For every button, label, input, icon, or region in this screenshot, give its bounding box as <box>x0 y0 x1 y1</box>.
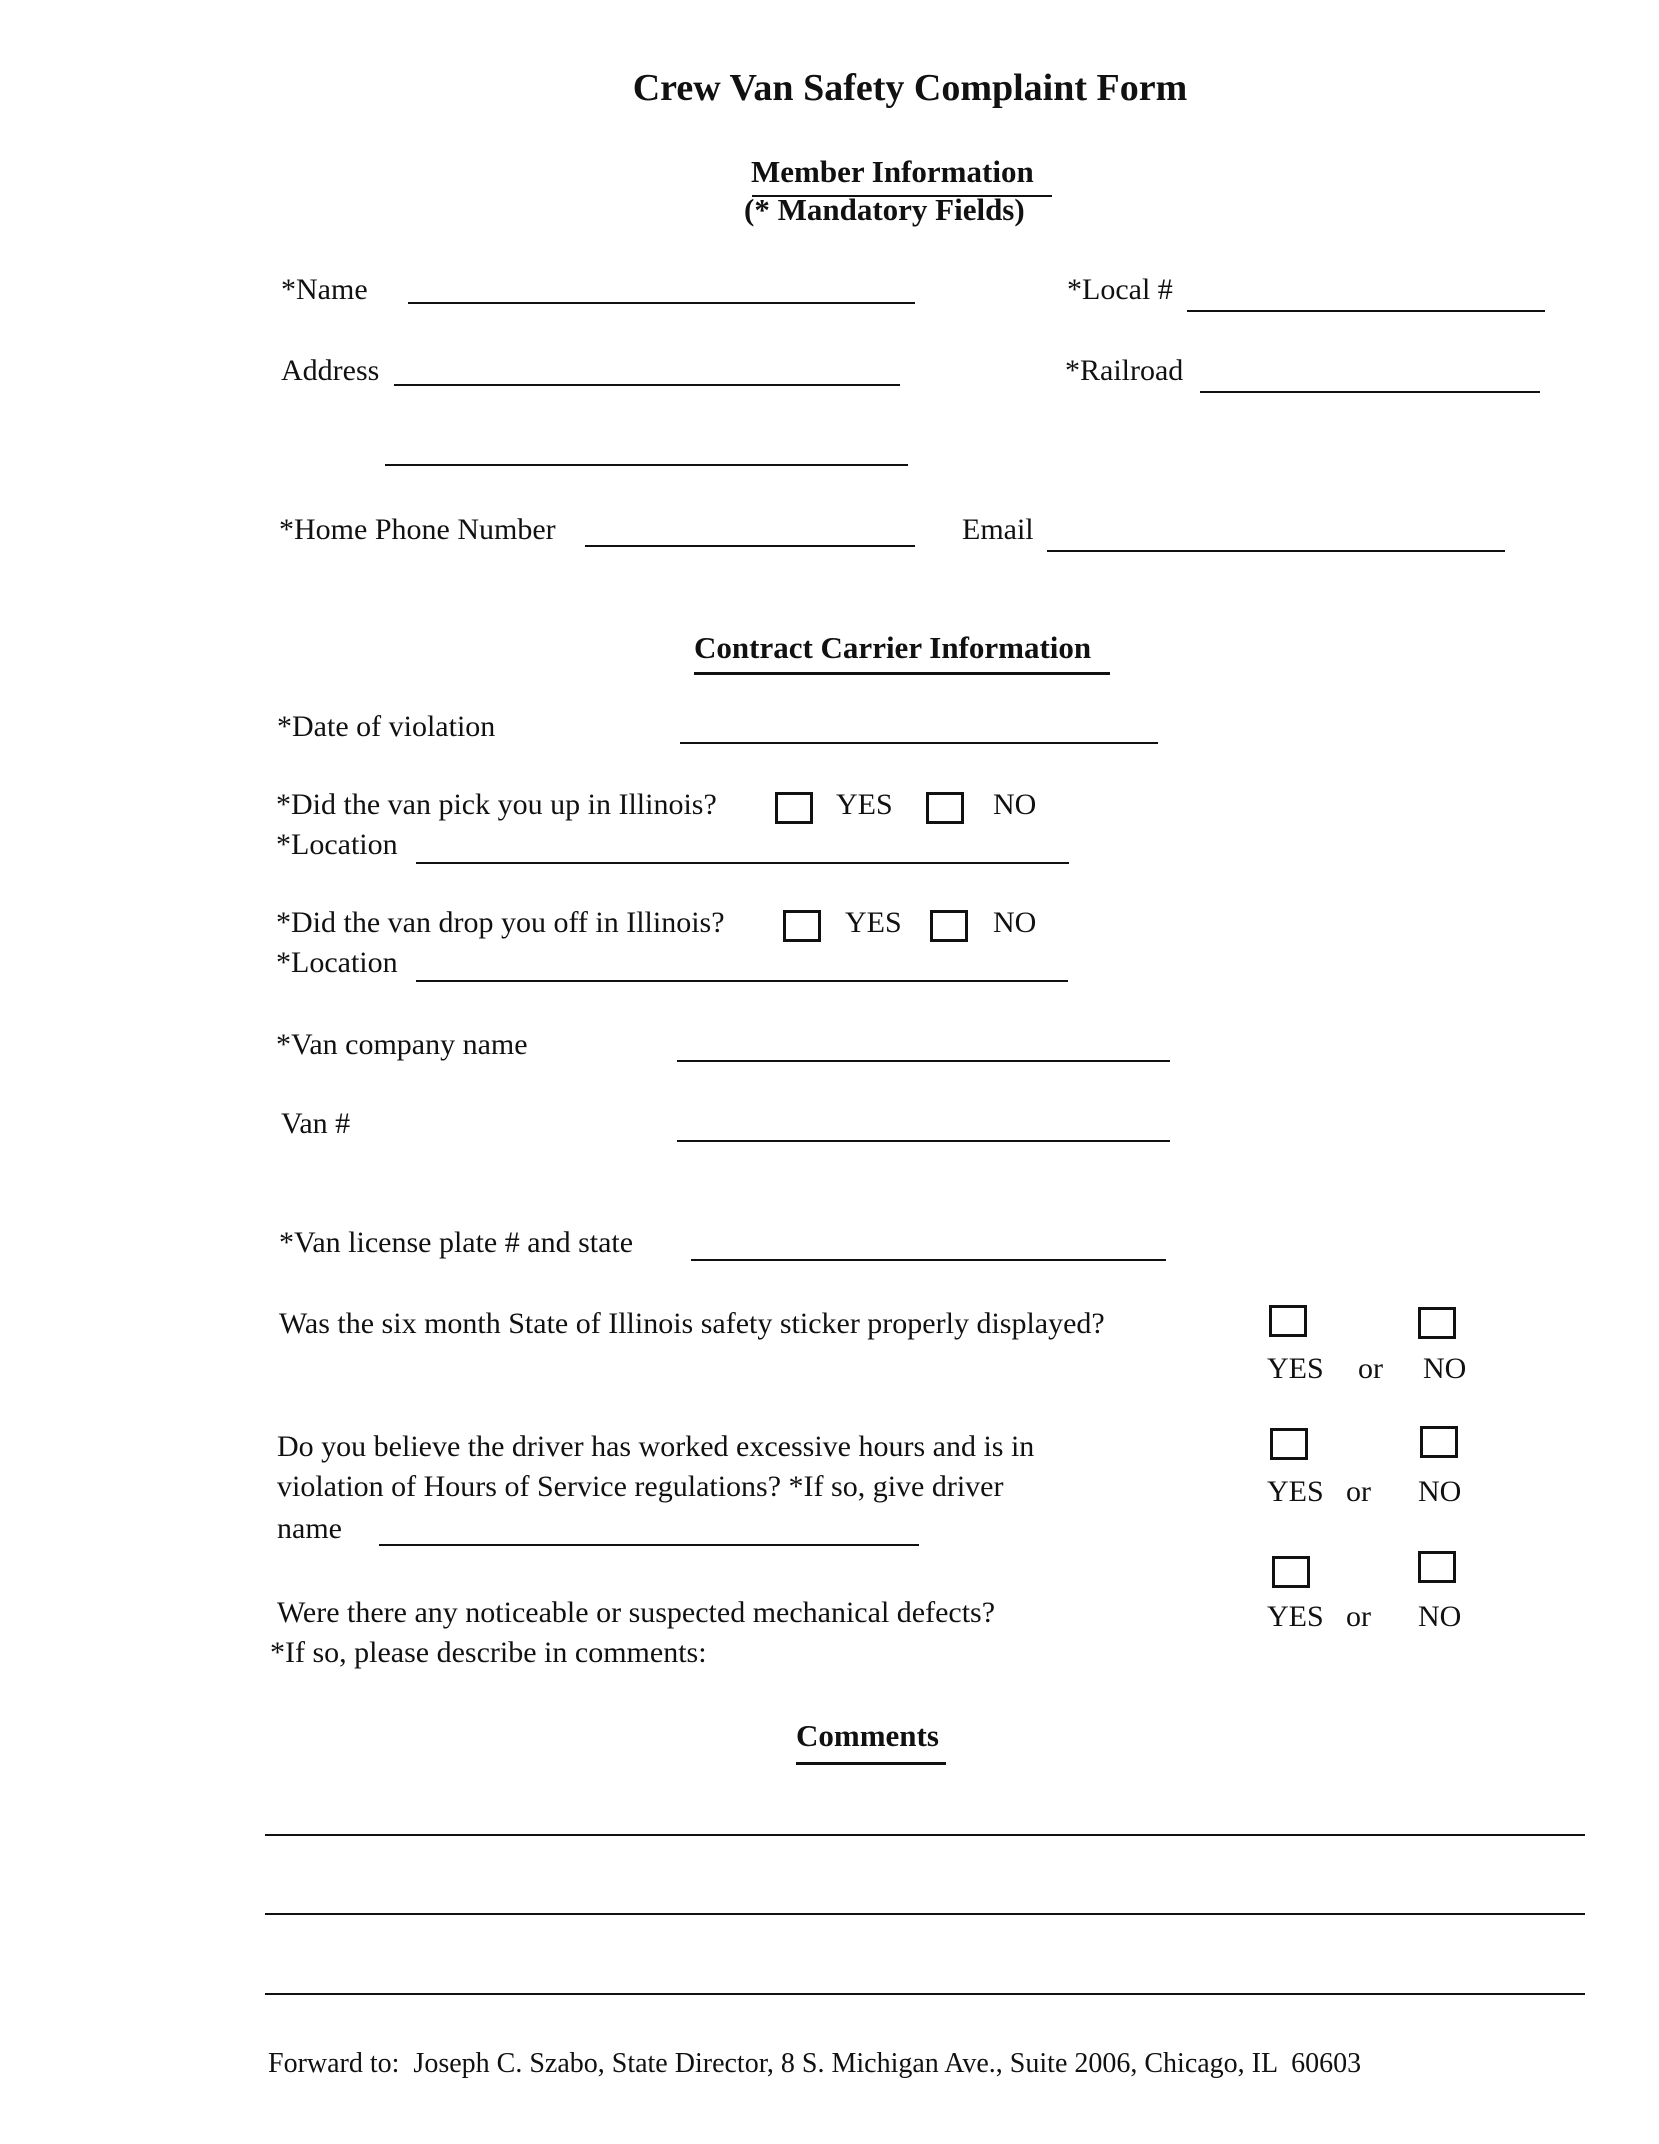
defects-no-label: NO <box>1418 1600 1462 1633</box>
pickup-location-label: *Location <box>276 828 398 861</box>
address-line <box>394 384 900 386</box>
defects-no-checkbox[interactable] <box>1418 1551 1456 1583</box>
driver-name-input[interactable] <box>381 1510 922 1542</box>
hours-question-line2: violation of Hours of Service regulations? *If so, give driver <box>277 1470 1004 1503</box>
license-plate-label: *Van license plate # and state <box>279 1226 634 1259</box>
van-company-label: *Van company name <box>276 1028 528 1061</box>
comments-heading: Comments <box>796 1718 939 1753</box>
dropoff-question: *Did the van drop you off in Illinois? <box>276 906 725 939</box>
home-phone-label: *Home Phone Number <box>279 513 556 546</box>
comment-line-1-input[interactable] <box>268 1800 1586 1832</box>
address-line2 <box>385 464 908 466</box>
railroad-line <box>1200 391 1540 393</box>
home-phone-input[interactable] <box>587 510 918 542</box>
license-plate-line <box>691 1259 1166 1261</box>
comment-line-3 <box>265 1993 1585 1995</box>
van-company-input[interactable] <box>679 1026 1173 1058</box>
hours-or-label: or <box>1346 1475 1371 1508</box>
defects-question-line2: *If so, please describe in comments: <box>270 1636 707 1669</box>
pickup-question: *Did the van pick you up in Illinois? <box>276 788 717 821</box>
local-number-line <box>1187 310 1545 312</box>
dropoff-location-line <box>416 980 1068 982</box>
local-number-label: *Local # <box>1067 273 1173 306</box>
van-number-label: Van # <box>281 1107 351 1140</box>
comments-heading-underline <box>796 1762 946 1765</box>
pickup-yes-label: YES <box>836 788 893 821</box>
hours-no-label: NO <box>1418 1475 1462 1508</box>
dropoff-no-label: NO <box>993 906 1037 939</box>
carrier-info-heading: Contract Carrier Information <box>694 630 1092 665</box>
name-line <box>408 302 915 304</box>
license-plate-input[interactable] <box>693 1225 1169 1257</box>
address-input[interactable] <box>396 350 904 382</box>
sticker-no-checkbox[interactable] <box>1418 1307 1456 1339</box>
member-info-heading: Member Information <box>751 154 1034 189</box>
carrier-heading-underline <box>694 672 1110 675</box>
pickup-no-label: NO <box>993 788 1037 821</box>
driver-name-label: name <box>277 1512 342 1545</box>
local-number-input[interactable] <box>1189 275 1548 307</box>
railroad-input[interactable] <box>1202 355 1544 387</box>
sticker-yes-checkbox[interactable] <box>1269 1305 1307 1337</box>
pickup-yes-checkbox[interactable] <box>775 792 813 824</box>
defects-yes-label: YES <box>1267 1600 1324 1633</box>
form-title: Crew Van Safety Complaint Form <box>632 67 1188 109</box>
hours-yes-label: YES <box>1267 1475 1324 1508</box>
van-number-line <box>677 1140 1170 1142</box>
comment-line-3-input[interactable] <box>268 1960 1586 1992</box>
driver-name-line <box>379 1544 919 1546</box>
sticker-no-label: NO <box>1423 1352 1467 1385</box>
sticker-question: Was the six month State of Illinois safety sticker properly displayed? <box>279 1307 1105 1340</box>
email-label: Email <box>962 513 1034 546</box>
comment-line-1 <box>265 1834 1585 1836</box>
date-of-violation-label: *Date of violation <box>277 710 496 743</box>
van-company-line <box>677 1060 1170 1062</box>
pickup-no-checkbox[interactable] <box>926 792 964 824</box>
dropoff-no-checkbox[interactable] <box>930 910 968 942</box>
comment-line-2 <box>265 1913 1585 1915</box>
sticker-or-label: or <box>1358 1352 1383 1385</box>
dropoff-yes-label: YES <box>845 906 902 939</box>
van-number-input[interactable] <box>679 1106 1173 1138</box>
email-line <box>1047 550 1505 552</box>
dropoff-location-label: *Location <box>276 946 398 979</box>
home-phone-line <box>585 545 915 547</box>
pickup-location-input[interactable] <box>418 828 1072 860</box>
address-label: Address <box>281 354 380 387</box>
date-of-violation-line <box>680 742 1158 744</box>
dropoff-yes-checkbox[interactable] <box>783 910 821 942</box>
defects-yes-checkbox[interactable] <box>1272 1556 1310 1588</box>
address-line2-input[interactable] <box>387 430 911 462</box>
defects-or-label: or <box>1346 1600 1371 1633</box>
hours-yes-checkbox[interactable] <box>1270 1428 1308 1460</box>
mandatory-fields-note: (* Mandatory Fields) <box>744 192 1025 227</box>
hours-no-checkbox[interactable] <box>1420 1426 1458 1458</box>
name-input[interactable] <box>410 270 919 302</box>
sticker-yes-label: YES <box>1267 1352 1324 1385</box>
dropoff-location-input[interactable] <box>418 946 1072 978</box>
date-of-violation-input[interactable] <box>682 708 1161 740</box>
railroad-label: *Railroad <box>1065 354 1184 387</box>
hours-question-line1: Do you believe the driver has worked excessive hours and is in <box>277 1430 1035 1463</box>
name-label: *Name <box>281 273 368 306</box>
email-input[interactable] <box>1049 515 1508 547</box>
forward-to-address: Forward to: Joseph C. Szabo, State Director, 8 S. Michigan Ave., Suite 2006, Chicago, IL 60603 <box>268 2048 1362 2079</box>
defects-question-line1: Were there any noticeable or suspected mechanical defects? <box>277 1596 996 1629</box>
pickup-location-line <box>416 862 1069 864</box>
member-heading-underline <box>752 195 1052 197</box>
comment-line-2-input[interactable] <box>268 1880 1586 1912</box>
